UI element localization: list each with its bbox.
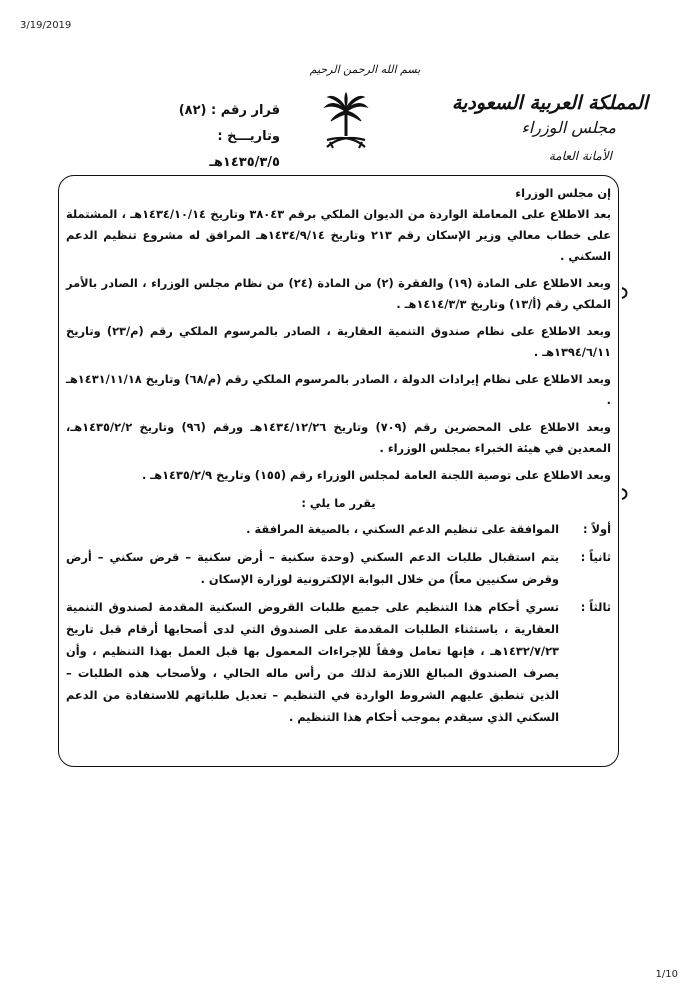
item-number: أولاً : xyxy=(583,522,611,536)
scan-mark xyxy=(620,287,630,299)
recital-paragraph: وبعد الاطلاع على نظام صندوق التنمية العقارية ، الصادر بالمرسوم الملكي رقم (م/٢٣) وتاريخ ١٣٩٤/٦/١١هـ . xyxy=(66,324,611,359)
recital-paragraph: وبعد الاطلاع على المحضرين رقم (٧٠٩) وتاريخ ١٤٣٤/١٢/٢٦هـ ورقم (٩٦) وتاريخ ١٤٣٥/٢/٢هـ، المعدين في هيئة الخبراء بمجلس الوزراء . xyxy=(66,420,611,455)
kingdom-name: المملكة العربية السعودية xyxy=(451,92,648,114)
recital-paragraph: وبعد الاطلاع على نظام إيرادات الدولة ، الصادر بالمرسوم الملكي رقم (م/٦٨) وتاريخ ١٤٣١/١١/١٨هـ . xyxy=(66,372,611,407)
item-text: تسري أحكام هذا التنظيم على جميع طلبات القروض السكنية المقدمة لصندوق التنمية العقارية ، باستثناء الطلبات المقدمة على الصندوق التي لدى أصحابها أرقام قبل تاريخ ١٤٣٢/٧/٢٣هـ ، فإنها تعامل وفقاً للإجراءات المعمول بها قبل العمل بهذا التنظيم ، وأن يصرف الصندوق المبالغ اللازمة لذلك من رأس ماله الحالي ، ولأصحاب هذه الطلبات – الذين تنطبق عليهم الشروط الواردة في التنظيم – تعديل طلباتهم للاستفادة من الدعم السكني الذي سيقدم بموجب أحكام هذا التنظيم . xyxy=(66,600,559,724)
secretariat-name: الأمانة العامة xyxy=(548,149,612,163)
item-number: ثالثاً : xyxy=(580,600,611,614)
recital-paragraph: وبعد الاطلاع على المادة (١٩) والفقرة (٢) من المادة (٢٤) من نظام مجلس الوزراء ، الصادر بالأمر الملكي رقم (أ/١٣) وتاريخ ١٤١٤/٣/٣هـ . xyxy=(66,276,611,311)
basmala-heading: بسم الله الرحمن الرحيم xyxy=(309,63,421,76)
opening-line: إن مجلس الوزراء xyxy=(515,186,611,200)
letterhead xyxy=(448,92,648,163)
item-text: يتم استقبال طلبات الدعم السكني (وحدة سكنية – أرض سكنية – قرض سكني – أرض وقرض سكنيين معاً) من خلال البوابة الإلكترونية لوزارة الإسكان . xyxy=(66,550,559,586)
decision-body xyxy=(66,182,611,734)
item-text: الموافقة على تنظيم الدعم السكني ، بالصيغة المرافقة . xyxy=(246,522,559,536)
decision-item xyxy=(66,518,611,540)
decision-item xyxy=(66,596,611,728)
scan-mark xyxy=(620,488,630,500)
item-number: ثانياً : xyxy=(580,550,611,564)
decision-date: وتاريـــخ : ١٤٣٥/٣/٥هـ xyxy=(209,129,280,170)
page-count: 1/10 xyxy=(655,969,678,980)
palm-swords-emblem-icon xyxy=(322,92,370,154)
recital-paragraph: وبعد الاطلاع على توصية اللجنة العامة لمجلس الوزراء رقم (١٥٥) وتاريخ ١٤٣٥/٢/٩هـ . xyxy=(141,468,611,482)
council-name: مجلس الوزراء xyxy=(521,118,616,137)
decision-info xyxy=(150,98,280,176)
resolves-heading: يقرر ما يلي : xyxy=(301,496,376,510)
decision-number: قرار رقم : (٨٢) xyxy=(178,103,280,118)
decision-item xyxy=(66,546,611,590)
print-date: 3/19/2019 xyxy=(20,20,72,31)
recital-paragraph: بعد الاطلاع على المعاملة الواردة من الديوان الملكي برقم ٣٨٠٤٣ وتاريخ ١٤٣٤/١٠/١٤هـ ، المشتملة على خطاب معالي وزير الإسكان رقم ٢١٣ وتاريخ ١٤٣٤/٩/١٤هـ المرافق له مشروع تنظيم الدعم السكني . xyxy=(66,207,611,263)
